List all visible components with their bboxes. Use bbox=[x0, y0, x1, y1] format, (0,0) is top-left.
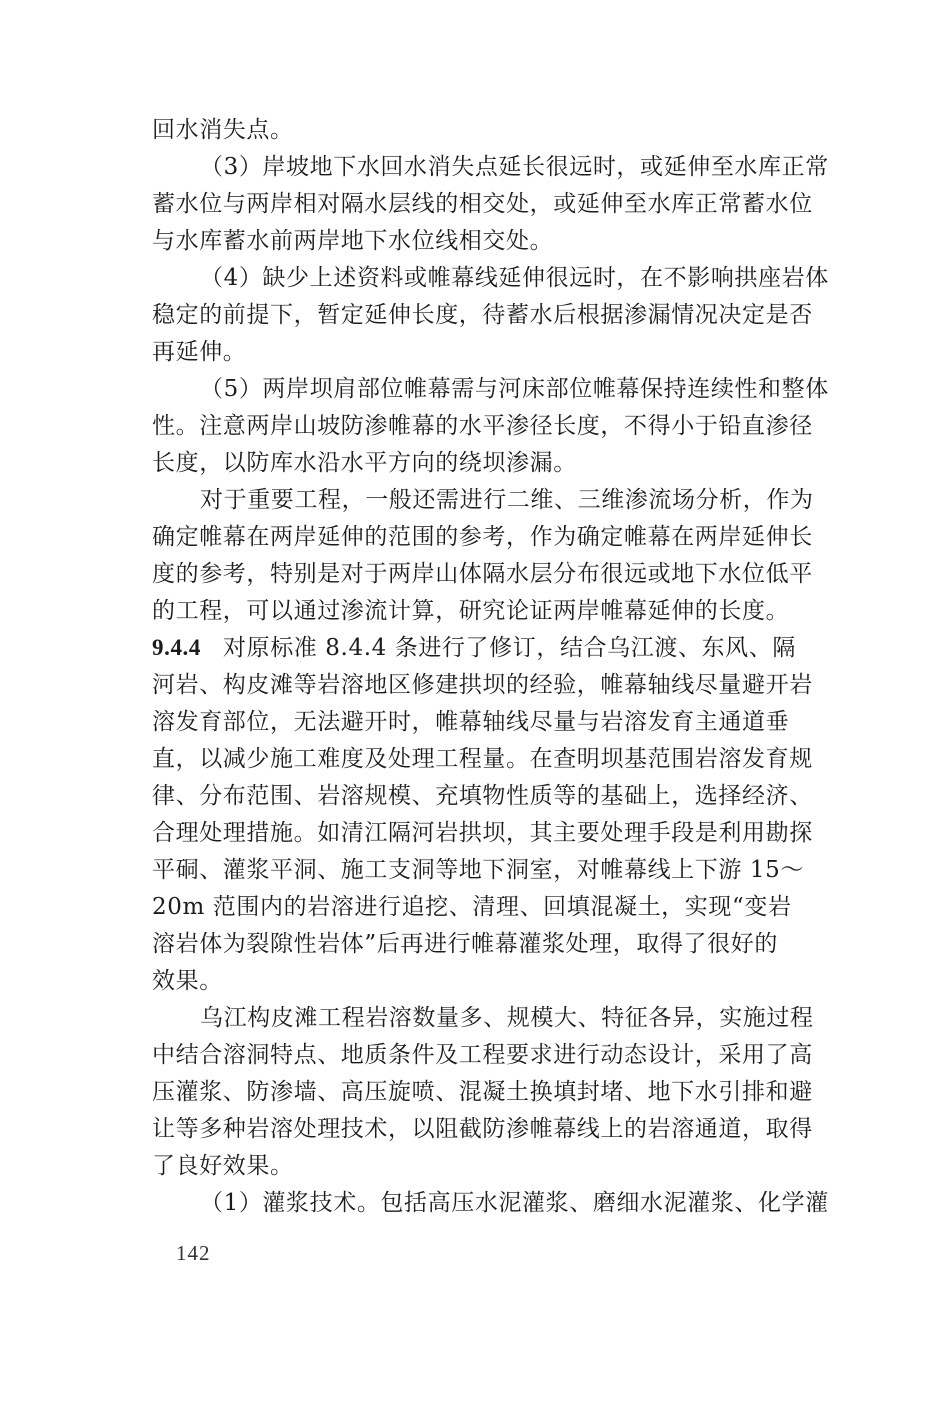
section-text: 对原标准 8.4.4 条进行了修订，结合乌江渡、东风、隔 bbox=[223, 635, 796, 661]
text-line: 律、分布范围、岩溶规模、充填物性质等的基础上，选择经济、 bbox=[152, 783, 813, 809]
text-line: 长度，以防库水沿水平方向的绕坝渗漏。 bbox=[152, 450, 577, 476]
text-line: 溶发育部位，无法避开时，帷幕轴线尽量与岩溶发育主通道垂 bbox=[152, 709, 790, 735]
text-line: （5）两岸坝肩部位帷幕需与河床部位帷幕保持连续性和整体 bbox=[200, 376, 829, 402]
text-line: 平硐、灌浆平洞、施工支洞等地下洞室，对帷幕线上下游 15～ bbox=[152, 857, 804, 883]
text-line: 20m 范围内的岩溶进行追挖、清理、回填混凝土，实现“变岩 bbox=[152, 894, 792, 920]
text-line: 了良好效果。 bbox=[152, 1153, 294, 1179]
page-number: 142 bbox=[176, 1241, 211, 1265]
text-line: 度的参考，特别是对于两岸山体隔水层分布很远或地下水位低平 bbox=[152, 561, 813, 587]
text-line: 效果。 bbox=[152, 968, 223, 994]
text-line: 确定帷幕在两岸延伸的范围的参考，作为确定帷幕在两岸延伸长 bbox=[152, 524, 813, 550]
section-line bbox=[152, 633, 796, 663]
text-line: 性。注意两岸山坡防渗帷幕的水平渗径长度，不得小于铅直渗径 bbox=[152, 413, 813, 439]
text-line: 蓄水位与两岸相对隔水层线的相交处，或延伸至水库正常蓄水位 bbox=[152, 191, 813, 217]
text-line: 合理处理措施。如清江隔河岩拱坝，其主要处理手段是利用勘探 bbox=[152, 820, 813, 846]
text-line: 与水库蓄水前两岸地下水位线相交处。 bbox=[152, 228, 554, 254]
text-line: （1）灌浆技术。包括高压水泥灌浆、磨细水泥灌浆、化学灌 bbox=[200, 1190, 829, 1216]
text-line: （3）岸坡地下水回水消失点延长很远时，或延伸至水库正常 bbox=[200, 154, 829, 180]
text-line: 直，以减少施工难度及处理工程量。在查明坝基范围岩溶发育规 bbox=[152, 746, 813, 772]
text-line: 溶岩体为裂隙性岩体”后再进行帷幕灌浆处理，取得了很好的 bbox=[152, 931, 778, 957]
section-number: 9.4.4 bbox=[152, 635, 201, 660]
text-line: 的工程，可以通过渗流计算，研究论证两岸帷幕延伸的长度。 bbox=[152, 598, 790, 624]
text-line: 河岩、构皮滩等岩溶地区修建拱坝的经验，帷幕轴线尽量避开岩 bbox=[152, 672, 813, 698]
text-line: 稳定的前提下，暂定延伸长度，待蓄水后根据渗漏情况决定是否 bbox=[152, 302, 813, 328]
text-line: 再延伸。 bbox=[152, 339, 247, 365]
text-line: 对于重要工程，一般还需进行二维、三维渗流场分析，作为 bbox=[200, 487, 814, 513]
text-line: 回水消失点。 bbox=[152, 117, 294, 143]
text-line: （4）缺少上述资料或帷幕线延伸很远时，在不影响拱座岩体 bbox=[200, 265, 829, 291]
text-line: 压灌浆、防渗墙、高压旋喷、混凝土换填封堵、地下水引排和避 bbox=[152, 1079, 813, 1105]
text-line: 让等多种岩溶处理技术，以阻截防渗帷幕线上的岩溶通道，取得 bbox=[152, 1116, 813, 1142]
text-line: 乌江构皮滩工程岩溶数量多、规模大、特征各异，实施过程 bbox=[200, 1005, 814, 1031]
text-line: 中结合溶洞特点、地质条件及工程要求进行动态设计，采用了高 bbox=[152, 1042, 813, 1068]
